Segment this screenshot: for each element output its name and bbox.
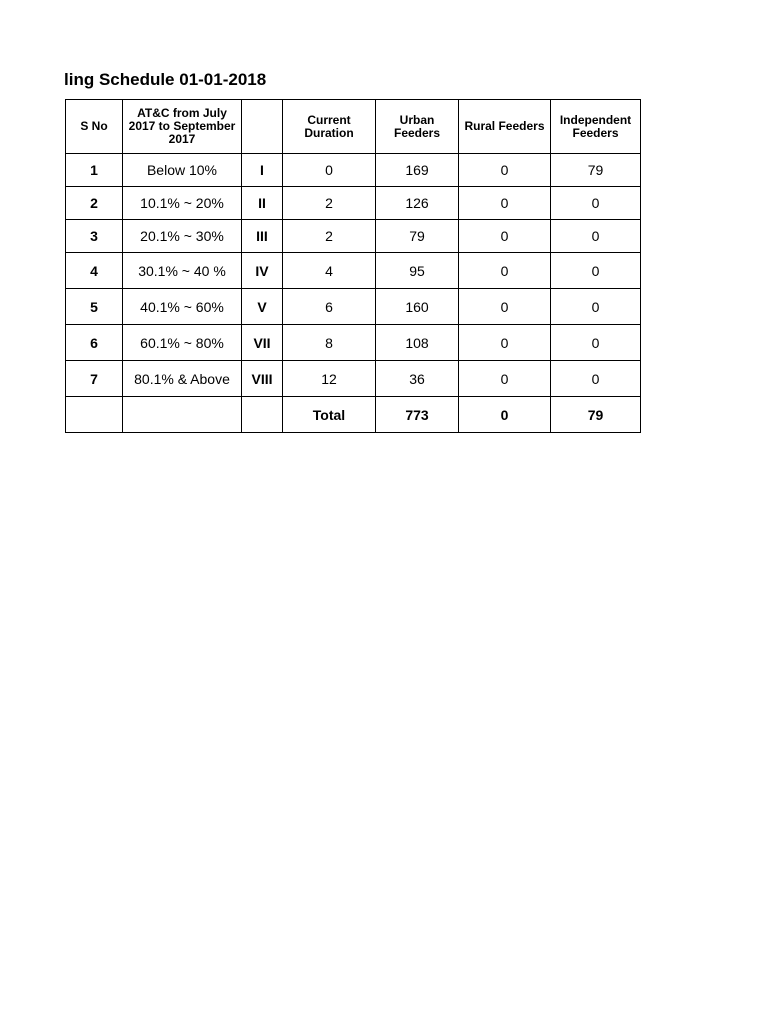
cell-urban: 95 <box>376 253 459 289</box>
cell-rural: 0 <box>459 253 551 289</box>
header-duration: Current Duration <box>283 100 376 154</box>
cell-atc: 40.1% ~ 60% <box>123 289 242 325</box>
cell-sno: 4 <box>66 253 123 289</box>
cell-grade: VIII <box>242 361 283 397</box>
cell-duration: 0 <box>283 154 376 187</box>
cell-urban: 108 <box>376 325 459 361</box>
cell-grade: V <box>242 289 283 325</box>
cell-atc: 10.1% ~ 20% <box>123 187 242 220</box>
table-row <box>66 154 641 187</box>
cell-independent: 0 <box>551 361 641 397</box>
cell-sno: 7 <box>66 361 123 397</box>
cell-grade: III <box>242 220 283 253</box>
page-title: ling Schedule 01-01-2018 <box>64 70 267 89</box>
total-urban: 773 <box>376 397 459 433</box>
header-atc: AT&C from July 2017 to September 2017 <box>123 100 242 154</box>
cell-rural: 0 <box>459 289 551 325</box>
cell-rural: 0 <box>459 187 551 220</box>
schedule-table <box>65 99 641 433</box>
cell-rural: 0 <box>459 154 551 187</box>
cell-duration: 6 <box>283 289 376 325</box>
cell-atc: 30.1% ~ 40 % <box>123 253 242 289</box>
cell-sno: 2 <box>66 187 123 220</box>
total-independent: 79 <box>551 397 641 433</box>
cell-grade: II <box>242 187 283 220</box>
total-label: Total <box>283 397 376 433</box>
cell-duration: 8 <box>283 325 376 361</box>
cell-duration: 12 <box>283 361 376 397</box>
cell-rural: 0 <box>459 325 551 361</box>
cell-atc: 80.1% & Above <box>123 361 242 397</box>
header-row <box>66 100 641 154</box>
table-row <box>66 187 641 220</box>
cell-independent: 0 <box>551 325 641 361</box>
cell-atc: Below 10% <box>123 154 242 187</box>
header-grade <box>242 100 283 154</box>
cell-sno: 5 <box>66 289 123 325</box>
cell-empty <box>242 397 283 433</box>
cell-grade: I <box>242 154 283 187</box>
table-row <box>66 220 641 253</box>
cell-urban: 160 <box>376 289 459 325</box>
cell-independent: 0 <box>551 253 641 289</box>
cell-duration: 4 <box>283 253 376 289</box>
cell-empty <box>123 397 242 433</box>
cell-grade: VII <box>242 325 283 361</box>
cell-urban: 36 <box>376 361 459 397</box>
cell-rural: 0 <box>459 220 551 253</box>
cell-rural: 0 <box>459 361 551 397</box>
cell-sno: 6 <box>66 325 123 361</box>
cell-independent: 79 <box>551 154 641 187</box>
cell-independent: 0 <box>551 187 641 220</box>
table-row <box>66 253 641 289</box>
header-independent: Independent Feeders <box>551 100 641 154</box>
total-row <box>66 397 641 433</box>
cell-sno: 3 <box>66 220 123 253</box>
header-urban: Urban Feeders <box>376 100 459 154</box>
cell-atc: 60.1% ~ 80% <box>123 325 242 361</box>
cell-sno: 1 <box>66 154 123 187</box>
table-row <box>66 325 641 361</box>
cell-independent: 0 <box>551 289 641 325</box>
cell-duration: 2 <box>283 220 376 253</box>
table-row <box>66 289 641 325</box>
header-rural: Rural Feeders <box>459 100 551 154</box>
cell-duration: 2 <box>283 187 376 220</box>
cell-urban: 169 <box>376 154 459 187</box>
total-rural: 0 <box>459 397 551 433</box>
cell-independent: 0 <box>551 220 641 253</box>
cell-urban: 126 <box>376 187 459 220</box>
table-row <box>66 361 641 397</box>
cell-atc: 20.1% ~ 30% <box>123 220 242 253</box>
header-sno: S No <box>66 100 123 154</box>
cell-urban: 79 <box>376 220 459 253</box>
cell-grade: IV <box>242 253 283 289</box>
cell-empty <box>66 397 123 433</box>
